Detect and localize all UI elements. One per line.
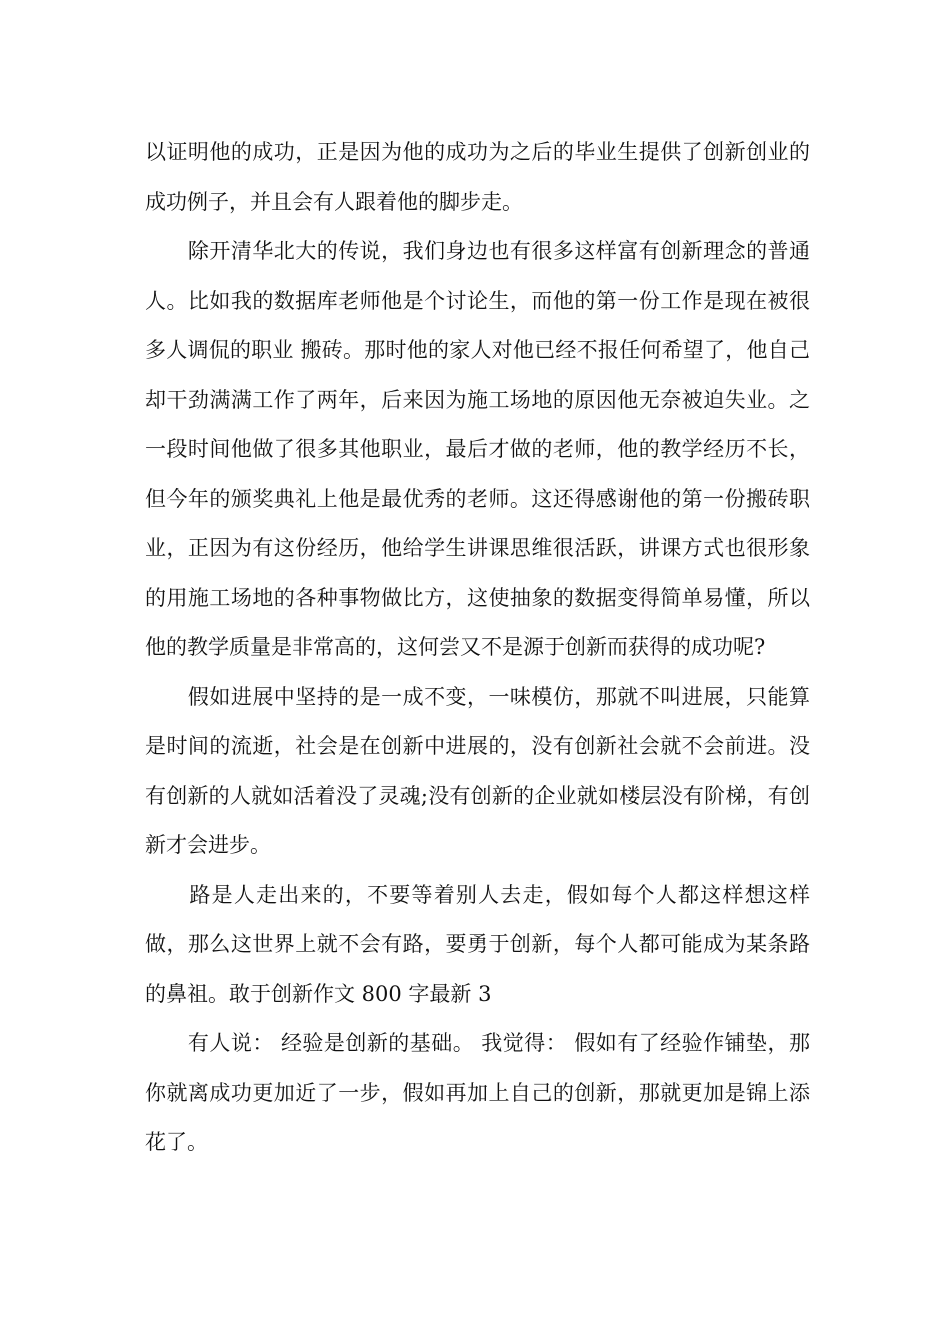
paragraph: 有人说： 经验是创新的基础。 我觉得： 假如有了经验作铺垫，那你就离成功更加近了一步，假如再加上自己的创新，那就更加是锦上添花了。 (145, 1031, 810, 1154)
paragraph: 假如进展中坚持的是一成不变，一味模仿，那就不叫进展，只能算是时间的流逝，社会是在创新中进展的，没有创新社会就不会前进。没有创新的人就如活着没了灵魂;没有创新的企业就如楼层没有阶梯，有创新才会进步。 (145, 684, 810, 857)
paragraph: 以证明他的成功，正是因为他的成功为之后的毕业生提供了创新创业的成功例子，并且会有人跟着他的脚步走。 (145, 140, 810, 214)
paragraph: 除开清华北大的传说，我们身边也有很多这样富有创新理念的普通人。比如我的数据库老师他是个讨论生，而他的第一份工作是现在被很多人调侃的职业 搬砖。那时他的家人对他已经不报任何希望了，他自己却干劲满满工作了两年，后来因为施工场地的原因他无奈被迫失业。之一段时间他做了很多其他职业，最后才做的老师，他的教学经历不长，但今年的颁奖典礼上他是最优秀的老师。这还得感谢他的第一份搬砖职业，正因为有这份经历，他给学生讲课思维很活跃，讲课方式也很形象的用施工场地的各种事物做比方，这使抽象的数据变得简单易懂，所以他的教学质量是非常高的，这何尝又不是源于创新而获得的成功呢? (145, 239, 810, 659)
paragraph: 路是人走出来的，不要等着别人去走，假如每个人都这样想这样做，那么这世界上就不会有路，要勇于创新，每个人都可能成为某条路的鼻祖。敢于创新作文 800 字最新 3 (145, 882, 810, 1006)
document-body (145, 128, 810, 1168)
